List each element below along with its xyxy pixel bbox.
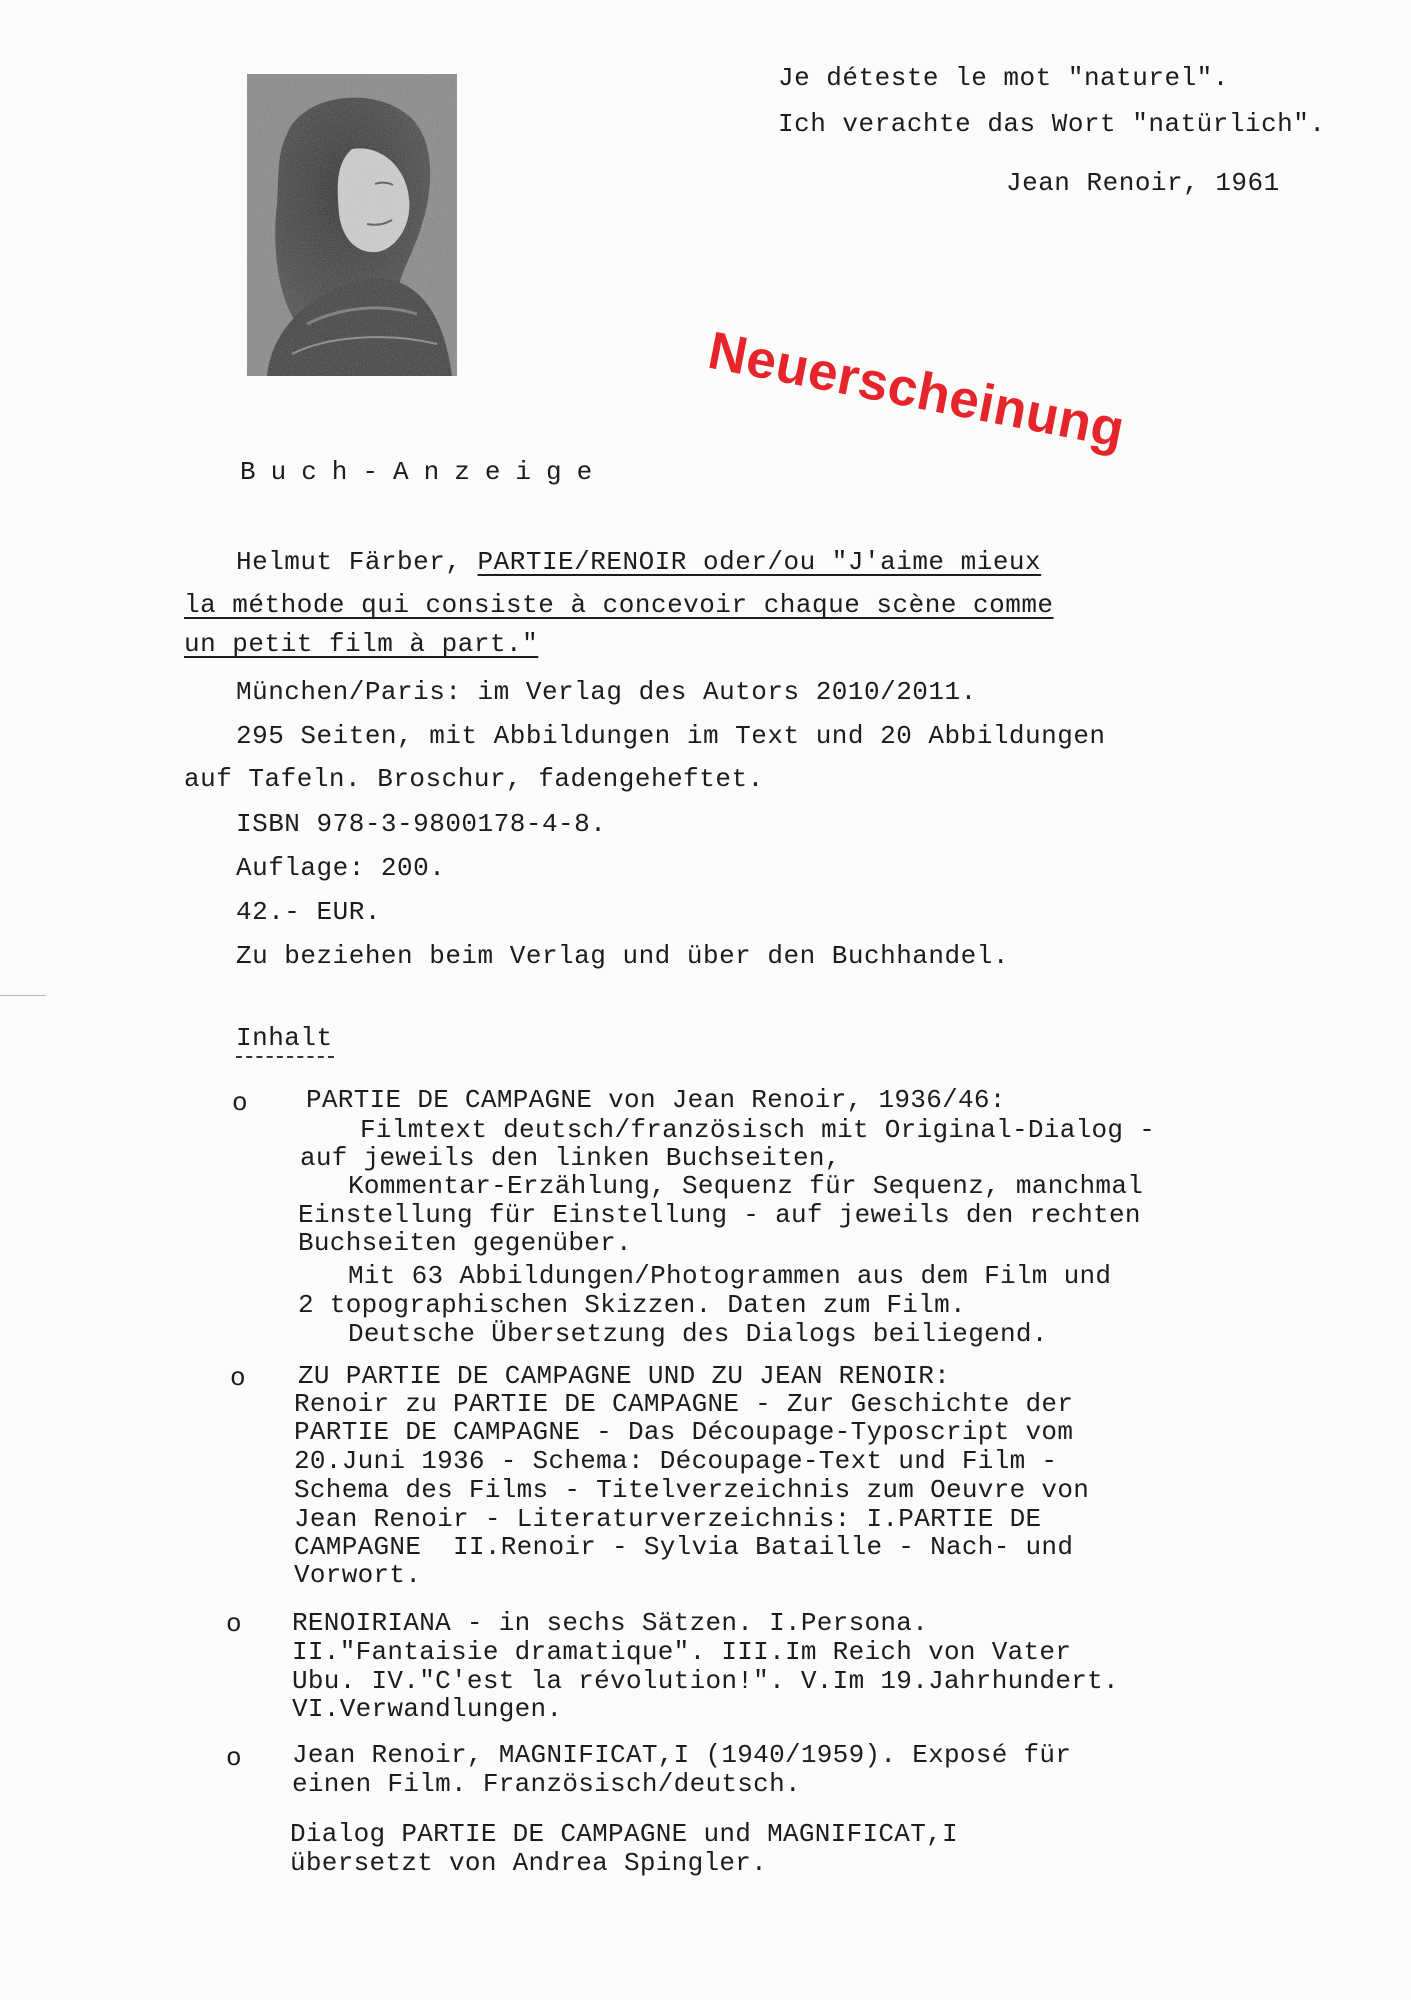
bullet-2: o	[230, 1363, 246, 1393]
pages-line-1: 295 Seiten, mit Abbildungen im Text und 20 Abbildungen	[236, 721, 1106, 751]
publisher-line: München/Paris: im Verlag des Autors 2010/2011.	[236, 677, 977, 707]
portrait-drawing	[247, 74, 457, 376]
contents-heading-dashes	[236, 1056, 334, 1058]
item2-line7: CAMPAGNE II.Renoir - Sylvia Bataille - Nach- und	[294, 1532, 1074, 1562]
bullet-4: o	[226, 1743, 242, 1773]
item1-line7: Mit 63 Abbildungen/Photogrammen aus dem Film und	[348, 1261, 1112, 1291]
item2-line2: Renoir zu PARTIE DE CAMPAGNE - Zur Geschichte der	[294, 1389, 1074, 1419]
pages-line-2: auf Tafeln. Broschur, fadengeheftet.	[184, 764, 764, 794]
bullet-1: o	[232, 1088, 248, 1118]
contents-heading: Inhalt	[236, 1023, 333, 1053]
epigraph-german: Ich verachte das Wort "natürlich".	[778, 109, 1326, 139]
item2-line3: PARTIE DE CAMPAGNE - Das Découpage-Typoscript vom	[294, 1417, 1074, 1447]
item4-line1: Jean Renoir, MAGNIFICAT,I (1940/1959). Exposé für	[292, 1740, 1072, 1770]
edition-line: Auflage: 200.	[236, 853, 446, 883]
item3-line1: RENOIRIANA - in sechs Sätzen. I.Persona.	[292, 1608, 929, 1638]
document-heading: Buch-Anzeige	[240, 457, 608, 487]
paper-edge-mark	[0, 995, 46, 996]
book-title-line-1	[236, 546, 1041, 578]
book-title-line-3: un petit film à part."	[184, 629, 539, 659]
translation-note-line2: übersetzt von Andrea Spingler.	[290, 1848, 768, 1878]
item1-line2: Filmtext deutsch/französisch mit Original-Dialog -	[360, 1115, 1156, 1145]
item2-line4: 20.Juni 1936 - Schema: Découpage-Text und Film -	[294, 1446, 1058, 1476]
item2-line8: Vorwort.	[294, 1560, 422, 1590]
item1-line1: PARTIE DE CAMPAGNE von Jean Renoir, 1936/46:	[306, 1085, 1006, 1115]
author-name: Helmut Färber,	[236, 547, 478, 577]
book-title-line-2: la méthode qui consiste à concevoir chaque scène comme	[184, 590, 1054, 620]
item1-line6: Buchseiten gegenüber.	[298, 1228, 632, 1258]
item1-line8: 2 topographischen Skizzen. Daten zum Film.	[298, 1290, 966, 1320]
epigraph-attribution: Jean Renoir, 1961	[1006, 168, 1280, 198]
item2-line5: Schema des Films - Titelverzeichnis zum Oeuvre von	[294, 1475, 1090, 1505]
item1-line3: auf jeweils den linken Buchseiten,	[300, 1143, 841, 1173]
item2-line1: ZU PARTIE DE CAMPAGNE UND ZU JEAN RENOIR:	[298, 1361, 951, 1391]
item4-line2: einen Film. Französisch/deutsch.	[292, 1769, 801, 1799]
epigraph-french: Je déteste le mot "naturel".	[778, 63, 1229, 93]
item3-line4: VI.Verwandlungen.	[292, 1694, 563, 1724]
isbn-line: ISBN 978-3-9800178-4-8.	[236, 809, 607, 839]
translation-note-line1: Dialog PARTIE DE CAMPAGNE und MAGNIFICAT,I	[290, 1819, 958, 1849]
item2-line6: Jean Renoir - Literaturverzeichnis: I.PARTIE DE	[294, 1504, 1042, 1534]
item1-line5: Einstellung für Einstellung - auf jeweils den rechten	[298, 1200, 1141, 1230]
new-release-stamp: Neuerscheinung	[703, 320, 1130, 460]
bullet-3: o	[226, 1609, 242, 1639]
availability-line: Zu beziehen beim Verlag und über den Buchhandel.	[236, 941, 1009, 971]
book-title-start: PARTIE/RENOIR oder/ou "J'aime mieux	[477, 547, 1042, 577]
item1-line9: Deutsche Übersetzung des Dialogs beiliegend.	[348, 1319, 1048, 1349]
item3-line3: Ubu. IV."C'est la révolution!". V.Im 19.Jahrhundert.	[292, 1666, 1119, 1696]
item1-line4: Kommentar-Erzählung, Sequenz für Sequenz, manchmal	[348, 1171, 1144, 1201]
item3-line2: II."Fantaisie dramatique". III.Im Reich von Vater	[292, 1637, 1072, 1667]
price-line: 42.- EUR.	[236, 897, 381, 927]
